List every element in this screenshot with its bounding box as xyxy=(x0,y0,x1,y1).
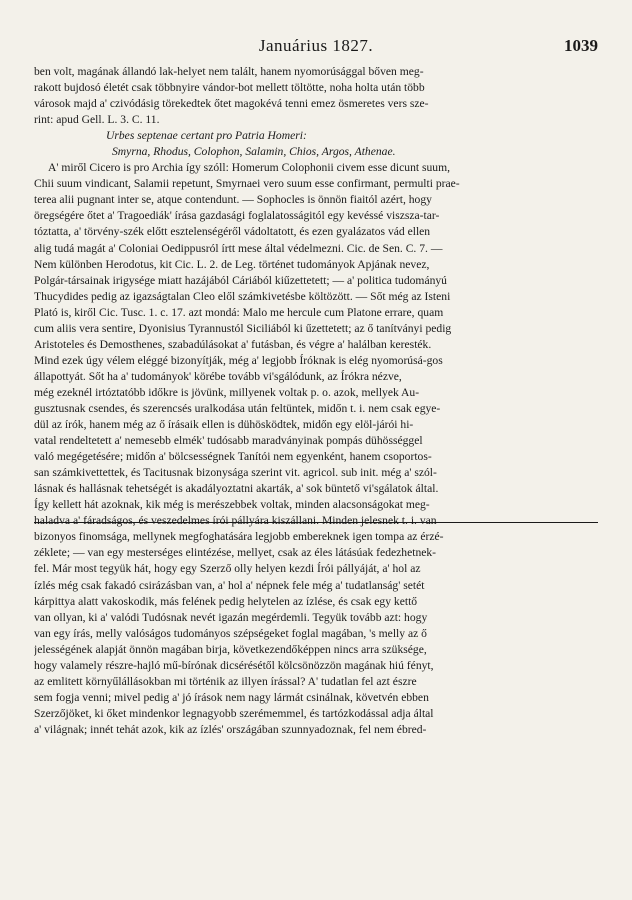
page-number: 1039 xyxy=(564,36,598,55)
verse-line: Urbes septenae certant pro Patria Homeri: xyxy=(106,129,307,143)
text-line: vatal rendeltetett a' nemesebb elmék' tudósabb maradványinak pompás dühösséggel xyxy=(34,434,423,448)
text-line: bizonyos finomsága, mellynek megfoghatására legjobb embereknek igen tompa az érzé- xyxy=(34,530,444,544)
text-line: jelességének alapját önnön magában birja, következendőképpen nincs arra szüksége, xyxy=(34,642,427,656)
text-line: Chii suum vindicant, Salamii repetunt, Smyrnaei vero suum esse confirmant, permulti prae- xyxy=(34,177,460,191)
text-line: tóztatta, a' törvény-szék előtt esztelenségéről vádoltatott, és ezen gyalázatos vád ellen xyxy=(34,225,431,239)
body-text xyxy=(34,64,598,738)
text-line: öregségére őtet a' Tragoediák' írása gazdasági foglalatosságitól egy kevéssé viszsza-tar- xyxy=(34,209,440,223)
text-line: Thucydides pedig az igazságtalan Cleo elől számkivetésbe költözött. — Sőt még az Isteni xyxy=(34,289,451,303)
text-line: rint: apud Gell. L. 3. C. 11. xyxy=(34,113,160,127)
text-line: hogy valamely részre-hajló mű-bírónak dicsérésétől kölcsönözzön magának hiú fényt, xyxy=(34,658,434,672)
text-line: terea alii pugnant inter se, atque contendunt. — Sophocles is önnön fiaitól azért, hogy xyxy=(34,193,432,207)
text-line: sem fogja venni; mivel pedig a' jó írások nem nagy lármát csinálnak, követvén ebben xyxy=(34,690,429,704)
text-line: állapottyát. Sőt ha a' tudományok' körébe tovább vi'sgálódunk, az Írókra nézve, xyxy=(34,369,402,383)
text-line: fel. Már most tegyük hát, hogy egy Szerző olly helyen kezdi Írói pállyáját, a' hol az xyxy=(34,562,421,576)
text-line: zéklete; — van egy mesterséges elintézése, mellyet, csak az éles látásúak fedezhetnek- xyxy=(34,546,437,560)
running-title: Januárius 1827. xyxy=(258,36,374,55)
text-line: a' világnak; innét tehát azok, kik az ízlés' országában szunnyadoznak, fel nem ébred- xyxy=(34,722,427,736)
text-line: Szerzőjöket, ki őket mindenkor legnagyobb szerémemmel, és tartózkodással adja által xyxy=(34,706,434,720)
verse-line: Smyrna, Rhodus, Colophon, Salamin, Chios, Argos, Athenae. xyxy=(112,145,396,159)
text-line: Nem különben Herodotus, kit Cic. L. 2. de Leg. történet tudományok Apjának nevez, xyxy=(34,257,430,271)
text-line: ben volt, magának állandó lak-helyet nem talált, hanem nyomorúsággal bőven meg- xyxy=(34,65,424,78)
text-line: van ollyan, ki a' valódi Tudósnak nevét igazán megérdemli. Tegyük tovább azt: hogy xyxy=(34,610,428,624)
text-line: ízlés még csak fakadó csirázásban van, a' hol a' népnek fele még a' tudatlanság' setét xyxy=(34,578,425,592)
text-line: Aristoteles és Demosthenes, szabadúlásokat a' futásban, és végre a' halálban keresték. xyxy=(34,337,432,351)
text-line: A' miről Cicero is pro Archia így szóll: Homerum Colophonii civem esse dicunt suum, xyxy=(48,161,451,175)
text-line: az emlitett környűlállásokban mi történik az illyen írással? A' tudatlan fel azt észre xyxy=(34,674,417,688)
text-line-struck: haladva a' fáradságos, és veszedelmes írói pállyára kiszállani. Minden jelesnek t. i. van xyxy=(34,513,598,529)
text-line: még ezeknél irtóztatóbb időkre is jövünk, millyenek voltak p. o. azok, mellyek Au- xyxy=(34,385,420,399)
text-line: alig tudá magát a' Coloniai Oedippusról írtt mese által védelmezni. Cic. de Sen. C. 7. — xyxy=(34,241,443,255)
text-line: gusztusnak csendes, és szerencsés uralkodása után feltüntek, midőn t. i. nem csak egye- xyxy=(34,401,441,415)
text-line: Plató is, kiről Cic. Tusc. 1. c. 17. azt mondá: Malo me hercule cum Platone errare, quam xyxy=(34,305,444,319)
text-line: városok majd a' czivódásig törekedtek őtet magokévá tenni emez ösmeretes vers sze- xyxy=(34,97,429,111)
text-line: Így kellett hát azoknak, kik még is merészebbek voltak, minden alacsonságokat meg- xyxy=(34,498,430,512)
text-line: rakott bujdosó életét csak többnyire vándor-bot mellett töltötte, noha holta után több xyxy=(34,81,425,95)
text-line: való megégetésére; midőn a' bölcsességnek Tanítói nem egyenként, hanem csoportos- xyxy=(34,450,432,464)
text-line: lásnak és hallásnak tehetségét is akadályoztatni akarták, a' sok büntető vi'sgálatok által. xyxy=(34,482,439,496)
text-line: Polgár-társainak irigysége miatt hazájából Cáriából kiűzettetett; — a' politica tudományú xyxy=(34,273,447,287)
text-line: van egy írás, melly valóságos tudományos szépségeket foglal magában, 's melly az ő xyxy=(34,626,427,640)
page-header xyxy=(34,36,598,62)
text-line: Mind ezek úgy vélem eléggé bizonyítják, még a' legjobb Íróknak is elég nyomorúsá-gos xyxy=(34,353,443,367)
text-line: kárpittya alatt vakoskodik, más felének pedig helytelen az ízlése, és csak egy kettő xyxy=(34,594,418,608)
text-line: san számkivettettek, és Tacitusnak bizonysága szerint vit. agricol. sub init. még a' szól- xyxy=(34,466,437,480)
text-line: dül az írók, hanem még az ő írásaik ellen is dühösködtek, midőn egy elöl-járói hi- xyxy=(34,418,414,432)
text-line: cum aliis vera sentire, Dyonisius Tyrannustól Siciliából ki űzettetett; az ő tanítványi pedig xyxy=(34,321,452,335)
